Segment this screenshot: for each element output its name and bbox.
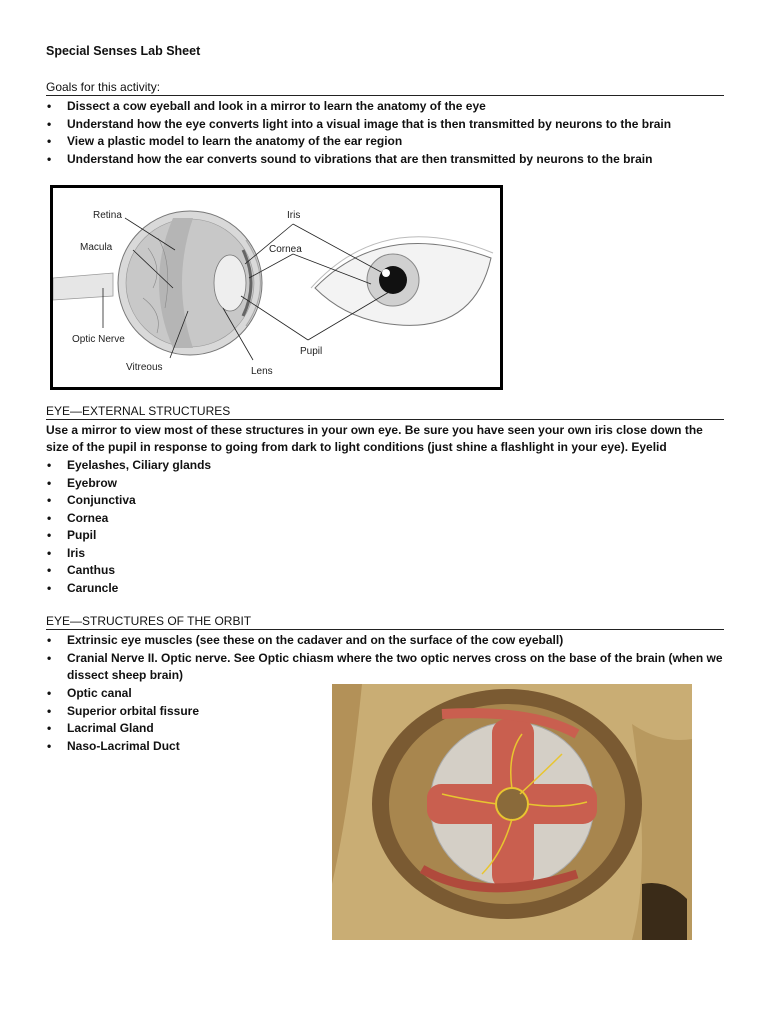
goals-heading: Goals for this activity: — [46, 80, 724, 96]
external-heading: EYE—EXTERNAL STRUCTURES — [46, 404, 724, 420]
orbit-drawing — [332, 684, 692, 940]
label-iris: Iris — [287, 210, 301, 221]
external-paragraph: Use a mirror to view most of these structures in your own eye. Be sure you have seen your own iris close down the size of the pupil in response to going from dark to light conditions (just shine a flashlight in your eye). Eyelid — [46, 423, 703, 454]
eye-diagram — [53, 188, 500, 387]
goals-list — [46, 98, 724, 168]
list-item: • Naso-Lacrimal Duct — [46, 738, 326, 756]
list-item: • Cornea — [46, 510, 724, 528]
list-item: • View a plastic model to learn the anatomy of the ear region — [46, 133, 724, 151]
list-item: • Caruncle — [46, 580, 724, 598]
optic-nerve-shape — [53, 273, 113, 300]
label-optic-nerve: Optic Nerve — [72, 334, 125, 345]
external-list — [46, 457, 724, 597]
page-title: Special Senses Lab Sheet — [46, 44, 201, 58]
list-item: • Lacrimal Gland — [46, 720, 326, 738]
optic-nerve-center — [496, 788, 528, 820]
list-item: • Understand how the ear converts sound to vibrations that are then transmitted by neurons to the brain — [46, 151, 724, 169]
list-item: • Superior orbital fissure — [46, 703, 326, 721]
list-item: • Eyelashes, Ciliary glands — [46, 457, 724, 475]
orbit-illustration — [332, 684, 692, 940]
label-cornea: Cornea — [269, 244, 302, 255]
list-item: • Extrinsic eye muscles (see these on the cadaver and on the surface of the cow eyeball) — [46, 632, 724, 650]
label-vitreous: Vitreous — [126, 362, 163, 373]
list-item: • Conjunctiva — [46, 492, 724, 510]
list-item: • Optic canal — [46, 685, 326, 703]
list-item: • Eyebrow — [46, 475, 724, 493]
orbit-heading: EYE—STRUCTURES OF THE ORBIT — [46, 614, 724, 630]
list-item: • Iris — [46, 545, 724, 563]
list-item: • Canthus — [46, 562, 724, 580]
pupil-highlight — [382, 269, 390, 277]
list-item: • Dissect a cow eyeball and look in a mirror to learn the anatomy of the eye — [46, 98, 724, 116]
eye-anatomy-figure — [50, 185, 503, 390]
list-item: • Cranial Nerve II. Optic nerve. See Optic chiasm where the two optic nerves cross on the base of the brain (when we dissect sheep brain) — [46, 650, 724, 685]
list-item: • Pupil — [46, 527, 724, 545]
list-item: • Understand how the eye converts light into a visual image that is then transmitted by neurons to the brain — [46, 116, 724, 134]
orbit-list-short — [46, 685, 326, 755]
label-pupil: Pupil — [300, 346, 323, 357]
lens-shape — [214, 255, 246, 311]
label-macula: Macula — [80, 242, 113, 253]
label-retina: Retina — [93, 210, 122, 221]
label-lens: Lens — [251, 366, 273, 377]
orbit-list-full — [46, 632, 724, 685]
